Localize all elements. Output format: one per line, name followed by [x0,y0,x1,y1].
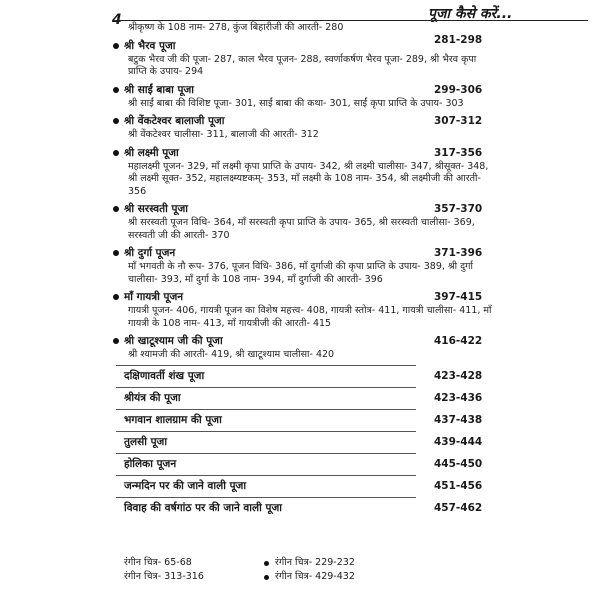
entry-description: श्री श्यामजी की आरती- 419, श्री खाटूश्याम चालीसा- 420 [128,349,335,360]
header-rule [112,20,588,21]
divider [116,365,416,366]
plate-item: रंगीन चित्र- 313-316 [124,571,204,582]
entry-description: गायत्री पूजन- 406, गायत्री पूजन का विशेष महत्त्व- 408, गायत्री स्तोत्र- 411, गायत्री चालीसा- 411, माँ गायत्री के 108 नाम- 413, माँ गायत्रीजी की आरती- 415 [128,305,492,329]
entry-title: श्री दुर्गा पूजन [116,245,492,261]
toc-entry [116,412,492,428]
toc-entry [116,289,492,330]
bullet-icon [113,87,119,93]
entry-description: श्री साईं बाबा की विशिष्ट पूजा- 301, साईं बाबा की कथा- 301, साईं कृपा प्राप्ति के उपाय- 303 [128,97,464,109]
bullet-icon [113,150,119,156]
running-title: पूजा कैसे करें... [428,6,513,22]
divider [116,497,416,498]
divider [116,475,416,476]
entry-page-range: 423-428 [434,369,483,382]
entry-page-range: 299-306 [434,83,483,96]
entry-page-range: 357-370 [434,203,483,215]
divider [116,431,416,432]
entry-page-range: 416-422 [434,335,483,347]
bullet-icon [113,43,119,49]
toc-entry [116,145,492,199]
divider [116,387,416,388]
bullet-icon [113,250,119,256]
entry-page-range: 457-462 [434,501,483,514]
plate-item: रंगीन चित्र- 429-432 [264,570,355,584]
entry-title: श्री साईं बाबा पूजा [116,82,492,98]
toc-entry [116,113,492,142]
entry-page-range: 437-438 [434,413,483,426]
entry-description: महालक्ष्मी पूजन- 329, माँ लक्ष्मी कृपा प्राप्ति के उपाय- 342, श्री लक्ष्मी चालीसा- 347, श्रीसूक्त- 348, श्री लक्ष्मी सूक्त- 352, महालक्ष्म्यष्टकम्- 353, माँ लक्ष्मी के 108 नाम- 354, श्री लक्ष्मीजी की आरती- 356 [128,160,489,197]
toc-entry [116,201,492,242]
divider [116,409,416,410]
entry-title: विवाह की वर्षगांठ पर की जाने वाली पूजा [124,501,282,514]
toc-entry [116,368,492,384]
entry-title: भगवान शालग्राम की पूजा [124,413,222,426]
entry-page-range: 451-456 [434,479,483,492]
bullet-icon [113,338,119,344]
plate-row [124,570,384,584]
entry-title: जन्मदिन पर की जाने वाली पूजा [124,479,247,492]
entry-description: श्री वेंकटेश्वर चालीसा- 311, बालाजी की आरती- 312 [128,129,319,140]
toc-entry [116,38,492,79]
entry-page-range: 371-396 [434,247,483,259]
toc-entry [116,434,492,450]
toc-list [116,22,492,519]
plate-row [124,556,384,570]
toc-entry [116,500,492,516]
entry-title: श्री भैरव पूजा [116,38,492,54]
toc-entry [116,333,492,362]
entry-title: श्रीयंत्र की पूजा [124,391,181,404]
toc-entry [116,82,492,111]
entry-page-range: 423-436 [434,391,483,404]
entry-title: श्री वेंकटेश्वर बालाजी पूजा [116,113,492,129]
entry-page-range: 397-415 [434,291,483,303]
entry-title: श्री खाटूश्याम जी की पूजा [116,333,492,349]
entry-page-range: 281-298 [434,34,483,46]
bullet-icon [113,206,119,212]
color-plates [124,556,384,584]
entry-description: बटुक भैरव जी की पूजा- 287, काल भैरव पूजन- 288, स्वर्णाकर्षण भैरव पूजा- 289, श्री भैरव कृपा प्राप्ति के उपाय- 294 [128,53,477,77]
plate-item: रंगीन चित्र- 65-68 [124,557,192,568]
bullet-icon [264,561,269,566]
divider [116,453,416,454]
bullet-icon [113,294,119,300]
entry-page-range: 439-444 [434,435,483,448]
toc-entry [116,390,492,406]
entry-page-range: 445-450 [434,457,483,470]
bullet-icon [264,575,269,580]
toc-entry [116,478,492,494]
entry-description: श्रीकृष्ण के 108 नाम- 278, कुंज बिहारीजी की आरती- 280 [128,22,344,33]
bullet-icon [113,118,119,124]
plate-item: रंगीन चित्र- 229-232 [264,556,355,570]
entry-title: श्री लक्ष्मी पूजा [116,145,492,161]
entry-description: माँ भगवती के नौ रूप- 376, पूजन विधि- 386, माँ दुर्गाजी की कृपा प्राप्ति के उपाय- 389, श्री दुर्गा चालीसा- 393, माँ दुर्गा के 108 नाम- 394, माँ दुर्गाजी की आरती- 396 [128,261,473,285]
toc-entry [116,456,492,472]
entry-title: माँ गायत्री पूजन [116,289,492,305]
entry-title: श्री सरस्वती पूजा [116,201,492,217]
entry-page-range: 317-356 [434,146,483,159]
toc-entry [116,245,492,286]
entry-description: श्री सरस्वती पूजन विधि- 364, माँ सरस्वती कृपा प्राप्ति के उपाय- 365, श्री सरस्वती चालीसा- 369, सरस्वती जी की आरती- 370 [128,217,475,241]
entry-title: तुलसी पूजा [124,435,168,448]
entry-title: होलिका पूजन [124,457,177,470]
page-number: 4 [112,12,122,28]
entry-title: दक्षिणावर्ती शंख पूजा [124,369,205,382]
entry-page-range: 307-312 [434,115,483,127]
